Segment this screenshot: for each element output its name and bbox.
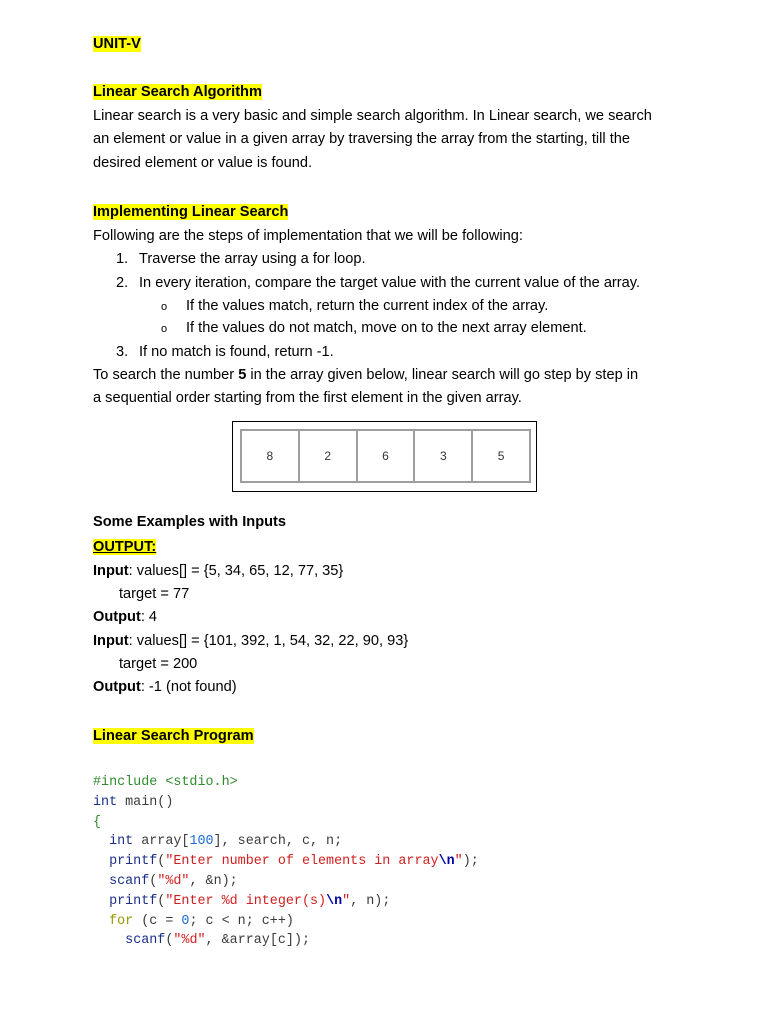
code-function: scanf [125, 933, 166, 949]
bullet-text: If the values match, return the current index of the array. [186, 298, 549, 314]
list-number: 2. [116, 275, 129, 291]
output-value: : 4 [140, 609, 158, 625]
code-line [93, 852, 479, 872]
code-function: printf [109, 854, 158, 870]
linear-search-heading-line [93, 81, 693, 104]
sub-bullet-item [161, 295, 548, 319]
output-heading-line [93, 536, 693, 559]
text-run: To search the number [93, 367, 239, 383]
example-2-output [93, 676, 693, 699]
code-escape: \n [438, 854, 455, 870]
array-cell: 3 [415, 431, 473, 481]
code-string: "Enter %d integer(s) [165, 893, 327, 909]
unit-heading: UNIT-V [93, 36, 141, 52]
code-function: scanf [109, 873, 150, 889]
code-block [93, 773, 479, 951]
code-text: , &n); [189, 873, 238, 889]
paragraph-line: desired element or value is found. [93, 154, 313, 171]
array-figure [232, 421, 537, 492]
code-preprocessor: #include <stdio.h> [93, 775, 238, 790]
example-1-output [93, 606, 693, 629]
unit-heading-line [93, 33, 693, 56]
code-keyword: for [109, 913, 134, 929]
search-description [93, 364, 693, 411]
output-label: Output [93, 679, 141, 695]
code-text: ], search, c, n; [213, 834, 343, 850]
code-text: , &array[c]); [205, 933, 311, 949]
input-value: : values[] = {101, 392, 1, 54, 32, 22, 90, 93} [128, 633, 409, 649]
code-function: printf [109, 893, 158, 909]
list-text: Traverse the array using a for loop. [139, 251, 366, 267]
code-line [93, 813, 479, 833]
code-text: ; c < n; c++) [189, 913, 294, 929]
input-value: : values[] = {5, 34, 65, 12, 77, 35} [128, 563, 344, 579]
list-item [116, 272, 640, 295]
code-text: array[ [133, 834, 190, 850]
code-string: "%d" [157, 873, 190, 889]
list-item [116, 341, 334, 364]
paragraph-line: a sequential order starting from the first element in the given array. [93, 390, 522, 407]
code-text: ); [462, 854, 479, 870]
program-heading-line [93, 725, 693, 748]
code-line [93, 892, 479, 912]
paragraph-line: Linear search is a very basic and simple search algorithm. In Linear search, we search [93, 108, 652, 124]
code-text: ( [157, 854, 166, 870]
text-run: in the array given below, linear search will go step by step in [246, 367, 639, 383]
code-escape: \n [326, 893, 343, 909]
program-heading: Linear Search Program [93, 728, 254, 744]
paragraph-line: an element or value in a given array by traversing the array from the starting, till the [93, 131, 630, 148]
list-text: If no match is found, return -1. [139, 344, 334, 360]
example-2-input [93, 630, 693, 653]
input-label: Input [93, 563, 129, 579]
code-string: " [454, 854, 463, 870]
code-text: (c = [133, 913, 182, 929]
code-number: 0 [181, 913, 190, 929]
code-string: " [342, 893, 351, 909]
output-value: : -1 (not found) [140, 679, 237, 695]
example-1-input [93, 560, 693, 583]
array-cell: 5 [497, 449, 505, 463]
array-cell: 2 [300, 431, 358, 481]
code-text: , n); [350, 893, 391, 909]
linear-search-paragraph [93, 105, 693, 175]
output-label: Output [93, 609, 141, 625]
code-line [93, 872, 479, 892]
code-keyword: int [109, 834, 134, 850]
bullet-icon: o [161, 323, 168, 335]
sub-bullet-item [161, 317, 587, 341]
list-text: In every iteration, compare the target value with the current value of the array. [139, 275, 641, 291]
code-text: ( [149, 873, 158, 889]
input-label: Input [93, 633, 129, 649]
code-brace: { [93, 814, 102, 830]
code-text: ( [157, 893, 166, 909]
examples-heading: Some Examples with Inputs [93, 514, 287, 530]
code-line [93, 773, 479, 793]
implementing-heading-line [93, 201, 693, 224]
array-cell: 8 [242, 431, 300, 481]
code-text: ( [165, 933, 174, 949]
array-cell: 6 [358, 431, 416, 481]
linear-search-heading: Linear Search Algorithm [93, 84, 262, 100]
code-string: "%d" [173, 933, 206, 949]
list-number: 1. [116, 251, 129, 267]
example-2-target: target = 200 [119, 656, 198, 672]
code-text: main() [117, 794, 174, 810]
implementing-heading: Implementing Linear Search [93, 204, 289, 220]
output-heading: OUTPUT: [93, 539, 157, 555]
code-line [93, 832, 479, 852]
bullet-text: If the values do not match, move on to the next array element. [186, 320, 587, 336]
code-keyword: int [93, 794, 118, 810]
list-number: 3. [116, 344, 129, 360]
paragraph-line [93, 364, 693, 387]
code-string: "Enter number of elements in array [165, 854, 439, 870]
bullet-icon: o [161, 301, 168, 313]
list-item [116, 248, 366, 271]
search-number: 5 [238, 367, 247, 383]
code-number: 100 [189, 834, 214, 850]
code-line [93, 793, 479, 813]
code-line [93, 912, 479, 932]
example-1-target: target = 77 [119, 586, 190, 602]
array-row [240, 429, 531, 483]
code-line [93, 931, 479, 951]
implementing-intro: Following are the steps of implementation that we will be following: [93, 228, 523, 244]
